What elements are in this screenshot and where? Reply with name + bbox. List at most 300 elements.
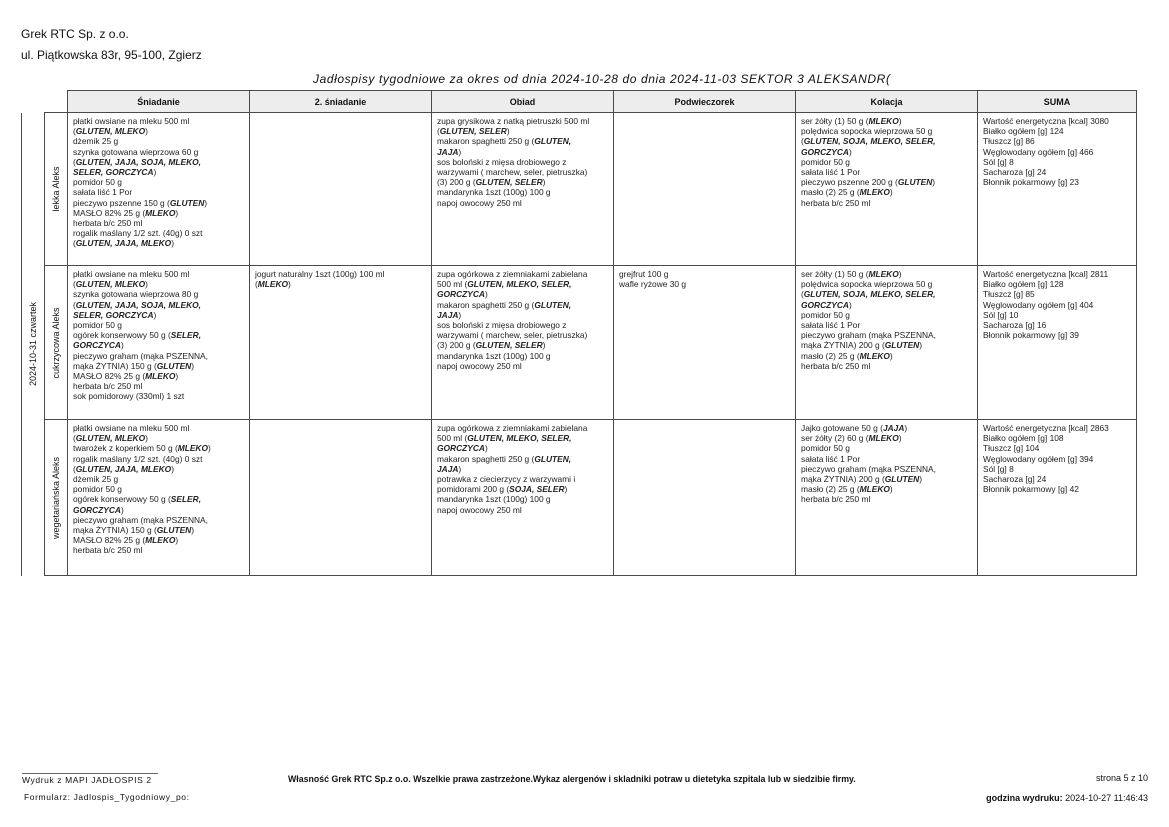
allergen-text: SELER,: [170, 494, 202, 505]
item-text: (: [73, 299, 76, 310]
allergen-text: GLUTEN, SELER: [475, 340, 543, 351]
menu-item-line: [437, 330, 608, 340]
company-header: [21, 24, 202, 66]
item-text: szynka gotowana wieprzowa 60 g: [73, 146, 199, 157]
item-text: (: [73, 279, 76, 290]
item-suffix: ): [898, 116, 902, 126]
item-suffix: ): [848, 146, 852, 157]
menu-item-line: [73, 423, 244, 433]
item-text: płatki owsiane na mleku 500 ml: [73, 269, 190, 279]
menu-item-line: [437, 167, 608, 177]
item-text: Błonnik pokarmowy [g] 42: [983, 484, 1079, 495]
menu-item-line: [437, 443, 608, 453]
diet-cell: [45, 113, 68, 266]
header-sum: SUMA: [978, 91, 1137, 113]
meal-cell-afternoon-snack: [614, 266, 796, 420]
menu-item-line: [437, 269, 608, 279]
allergen-text: GLUTEN, JAJA, SOJA, MLEKO,: [75, 156, 201, 167]
allergen-text: GLUTEN: [884, 474, 920, 485]
item-suffix: ): [145, 126, 148, 137]
menu-item-line: [801, 464, 972, 474]
item-suffix: ): [288, 279, 291, 290]
allergen-text: GORCZYCA: [73, 340, 121, 351]
meal-cell-dinner: [796, 113, 978, 266]
item-text: Węglowodany ogółem [g] 404: [983, 299, 1094, 310]
item-text: (: [73, 156, 76, 167]
menu-item-line: [801, 116, 972, 126]
company-address: ul. Piątkowska 83r, 95-100, Zgierz: [21, 48, 202, 62]
allergen-text: GLUTEN,: [534, 453, 572, 464]
item-text: mąka ŻYTNIA) 200 g (: [801, 474, 885, 485]
allergen-text: MLEKO: [868, 116, 899, 126]
item-text: sos boloński z mięsa drobiowego z: [437, 320, 567, 331]
item-suffix: ): [207, 443, 211, 454]
menu-item-line: [619, 279, 790, 289]
allergen-text: GLUTEN, MLEKO: [75, 126, 146, 137]
allergen-text: GLUTEN, MLEKO, SELER,: [467, 433, 572, 444]
item-text: herbata b/c 250 ml: [801, 197, 871, 208]
item-suffix: ): [175, 371, 179, 382]
menu-item-line: [73, 351, 244, 361]
header-breakfast: Śniadanie: [68, 91, 250, 113]
menu-item-line: [437, 454, 608, 464]
item-text: zupa grysikowa z natką pietruszki 500 ml: [437, 116, 590, 126]
item-text: (3) 200 g (: [437, 177, 476, 188]
item-suffix: ): [145, 433, 148, 444]
item-text: (: [437, 126, 440, 137]
diet-row-light: [22, 113, 1137, 266]
item-text: szynka gotowana wieprzowa 80 g: [73, 289, 199, 300]
menu-item-line: [73, 381, 244, 391]
item-text: Tłuszcz [g] 85: [983, 289, 1035, 300]
meal-cell-second-breakfast: [250, 266, 432, 420]
allergen-text: GLUTEN, SELER: [475, 177, 543, 188]
item-text: zupa ogórkowa z ziemniakami zabielana: [437, 269, 588, 279]
item-suffix: ): [904, 423, 908, 433]
item-text: Sól [g] 10: [983, 309, 1019, 320]
item-text: masło (2) 25 g (: [801, 187, 860, 198]
item-text: pieczywo pszenne 150 g (: [73, 197, 170, 208]
meal-cell-dinner: [796, 266, 978, 420]
menu-item-line: [73, 525, 244, 535]
header-lunch: Obiad: [432, 91, 614, 113]
item-suffix: ): [191, 360, 195, 371]
menu-item-line: [801, 351, 972, 361]
allergen-text: GLUTEN, JAJA, SOJA, MLEKO,: [75, 299, 201, 310]
item-text: Błonnik pokarmowy [g] 23: [983, 177, 1079, 188]
allergen-text: GORCZYCA: [801, 299, 849, 310]
menu-item-line: [73, 218, 244, 228]
item-suffix: ): [484, 289, 488, 300]
item-text: Węglowodany ogółem [g] 466: [983, 146, 1094, 157]
allergen-text: GLUTEN, JAJA, MLEKO: [75, 463, 172, 474]
page-number: strona 5 z 10: [1095, 773, 1148, 783]
menu-item-line: [801, 300, 972, 310]
item-text: herbata b/c 250 ml: [73, 545, 143, 556]
item-text: MASŁO 82% 25 g (: [73, 207, 146, 218]
allergen-text: GLUTEN,: [534, 299, 572, 310]
weekly-menu-table: [21, 90, 1137, 576]
item-text: Sacharoza [g] 16: [983, 320, 1047, 331]
item-text: sałata liść 1 Por: [801, 453, 861, 464]
nutrition-line: [983, 126, 1131, 136]
menu-item-line: [73, 116, 244, 126]
allergen-text: MLEKO: [868, 269, 899, 279]
menu-item-line: [73, 238, 244, 248]
item-suffix: ): [506, 126, 510, 137]
menu-item-line: [801, 474, 972, 484]
item-text: płatki owsiane na mleku 500 ml: [73, 116, 190, 126]
menu-item-line: [437, 126, 608, 136]
item-text: makaron spaghetti 250 g (: [437, 299, 535, 310]
menu-item-line: [73, 147, 244, 157]
menu-item-line: [73, 157, 244, 167]
item-text: pomidor 50 g: [73, 177, 122, 188]
item-text: płatki owsiane na mleku 500 ml: [73, 423, 190, 433]
menu-item-line: [73, 136, 244, 146]
menu-item-line: [801, 361, 972, 371]
menu-item-line: [801, 484, 972, 494]
menu-item-line: [437, 423, 608, 433]
item-suffix: ): [889, 187, 893, 198]
allergen-text: MLEKO: [859, 484, 890, 495]
menu-item-line: [73, 494, 244, 504]
meal-cell-lunch: [432, 113, 614, 266]
nutrition-line: [983, 300, 1131, 310]
item-text: potrawka z ciecierzycy z warzywami i: [437, 474, 576, 485]
allergen-text: GORCZYCA: [437, 443, 485, 454]
allergen-text: JAJA: [437, 146, 459, 157]
item-suffix: ): [458, 309, 462, 320]
menu-item-line: [437, 279, 608, 289]
item-text: pieczywo graham (mąka PSZENNA,: [73, 350, 208, 361]
allergen-text: SELER,: [170, 330, 202, 341]
menu-item-line: [73, 269, 244, 279]
item-text: sos boloński z mięsa drobiowego z: [437, 156, 567, 167]
nutrition-line: [983, 443, 1131, 453]
nutrition-line: [983, 454, 1131, 464]
menu-item-line: [437, 320, 608, 330]
allergen-text: GLUTEN: [897, 177, 933, 188]
nutrition-line: [983, 269, 1131, 279]
allergen-text: GLUTEN: [169, 197, 205, 208]
item-text: pomidor 50 g: [801, 443, 850, 454]
item-text: pomidor 50 g: [801, 309, 850, 320]
meal-cell-breakfast: [68, 266, 250, 420]
allergen-text: MLEKO: [859, 350, 890, 361]
item-text: (: [801, 136, 804, 147]
nutrition-line: [983, 423, 1131, 433]
menu-item-line: [73, 300, 244, 310]
item-text: sałata liść 1 Por: [801, 167, 861, 178]
menu-item-line: [437, 474, 608, 484]
allergen-text: GLUTEN, JAJA, MLEKO: [75, 238, 172, 249]
allergen-text: MLEKO: [868, 433, 899, 444]
menu-item-line: [619, 269, 790, 279]
item-text: Wartość energetyczna [kcal] 2863: [983, 423, 1109, 433]
menu-item-line: [73, 330, 244, 340]
item-text: pieczywo graham (mąka PSZENNA,: [73, 514, 208, 525]
menu-item-line: [73, 167, 244, 177]
diet-row-diabetic: [22, 266, 1137, 420]
document-title: Jadłospisy tygodniowe za okres od dnia 2024-10-28 do dnia 2024-11-03 SEKTOR 3 ALEKSANDR(: [313, 72, 891, 86]
menu-item-line: [73, 545, 244, 555]
menu-item-line: [801, 187, 972, 197]
allergen-text: GLUTEN: [156, 525, 192, 536]
item-suffix: ): [171, 238, 174, 249]
menu-item-line: [437, 361, 608, 371]
item-text: Jajko gotowane 50 g (: [801, 423, 883, 433]
menu-item-line: [73, 515, 244, 525]
menu-item-line: [73, 464, 244, 474]
allergen-text: SOJA, SELER: [509, 484, 565, 495]
print-timestamp: [986, 793, 1148, 803]
menu-item-line: [801, 494, 972, 504]
item-suffix: ): [484, 443, 488, 454]
item-suffix: ): [458, 146, 462, 157]
item-suffix: ): [145, 279, 148, 290]
item-text: rogalik maślany 1/2 szt. (40g) 0 szt: [73, 453, 203, 464]
footer-form-name: Formularz: Jadlospis_Tygodniowy_po:: [24, 792, 190, 802]
menu-item-line: [437, 147, 608, 157]
nutrition-line: [983, 116, 1131, 126]
item-text: ser żółty (2) 60 g (: [801, 433, 869, 444]
item-text: napoj owocowy 250 ml: [437, 197, 522, 208]
item-suffix: ): [919, 340, 923, 351]
item-text: polędwica sopocka wieprzowa 50 g: [801, 126, 933, 137]
item-suffix: ): [120, 340, 124, 351]
item-text: napoj owocowy 250 ml: [437, 504, 522, 515]
menu-item-line: [73, 228, 244, 238]
menu-item-line: [801, 167, 972, 177]
diet-cell: [45, 266, 68, 420]
menu-item-line: [801, 340, 972, 350]
item-suffix: ): [919, 474, 923, 485]
item-text: pomidor 50 g: [73, 484, 122, 495]
item-text: herbata b/c 250 ml: [801, 494, 871, 505]
menu-item-line: [801, 136, 972, 146]
item-text: 500 ml (: [437, 279, 468, 290]
menu-item-line: [801, 177, 972, 187]
item-text: masło (2) 25 g (: [801, 350, 860, 361]
nutrition-sum-cell: [978, 266, 1137, 420]
menu-item-line: [801, 423, 972, 433]
menu-item-line: [801, 289, 972, 299]
date-label: 2024-10-31 czwartek: [28, 301, 38, 387]
date-cell: [22, 113, 45, 576]
item-text: jogurt naturalny 1szt (100g) 100 ml: [255, 269, 385, 279]
item-text: Sól [g] 8: [983, 463, 1014, 474]
menu-item-line: [437, 433, 608, 443]
menu-item-line: [801, 157, 972, 167]
allergen-text: GORCZYCA: [73, 504, 121, 515]
item-text: makaron spaghetti 250 g (: [437, 136, 535, 147]
menu-item-line: [437, 198, 608, 208]
item-text: sok pomidorowy (330ml) 1 szt: [73, 391, 185, 402]
item-text: zupa ogórkowa z ziemniakami zabielana: [437, 423, 588, 433]
item-text: MASŁO 82% 25 g (: [73, 535, 146, 546]
item-text: Sacharoza [g] 24: [983, 474, 1047, 485]
menu-item-line: [73, 279, 244, 289]
menu-item-line: [437, 494, 608, 504]
allergen-text: MLEKO: [257, 279, 289, 290]
menu-item-line: [801, 443, 972, 453]
item-text: Białko ogółem [g] 128: [983, 279, 1064, 290]
meal-cell-breakfast: [68, 113, 250, 266]
menu-item-line: [255, 279, 426, 289]
item-text: mandarynka 1szt (100g) 100 g: [437, 494, 551, 505]
nutrition-sum-cell: [978, 113, 1137, 266]
menu-item-line: [73, 340, 244, 350]
menu-item-line: [437, 464, 608, 474]
header-afternoon-snack: Podwieczorek: [614, 91, 796, 113]
menu-item-line: [73, 371, 244, 381]
item-text: (: [73, 238, 76, 249]
item-text: pomidor 50 g: [73, 320, 122, 331]
menu-item-line: [73, 177, 244, 187]
nutrition-line: [983, 433, 1131, 443]
menu-item-line: [73, 474, 244, 484]
diet-label: wegetariańska Aleks: [51, 456, 61, 539]
item-text: (: [73, 463, 76, 474]
menu-item-line: [73, 310, 244, 320]
header-second-breakfast: 2. śniadanie: [250, 91, 432, 113]
menu-item-line: [801, 147, 972, 157]
allergen-text: GLUTEN, SOJA, MLEKO, SELER,: [803, 136, 936, 147]
allergen-text: MLEKO: [145, 371, 176, 382]
menu-item-line: [437, 157, 608, 167]
item-text: MASŁO 82% 25 g (: [73, 371, 146, 382]
item-text: Wartość energetyczna [kcal] 3080: [983, 116, 1109, 126]
menu-item-line: [801, 320, 972, 330]
item-suffix: ): [542, 340, 546, 351]
meal-cell-afternoon-snack: [614, 113, 796, 266]
nutrition-line: [983, 289, 1131, 299]
menu-item-line: [801, 198, 972, 208]
item-text: Tłuszcz [g] 86: [983, 136, 1035, 147]
meal-cell-second-breakfast: [250, 420, 432, 576]
meal-cell-dinner: [796, 420, 978, 576]
menu-item-line: [73, 505, 244, 515]
item-suffix: ): [898, 269, 902, 279]
menu-item-line: [801, 269, 972, 279]
allergen-text: GLUTEN: [156, 360, 192, 371]
item-suffix: ): [153, 309, 157, 320]
allergen-text: JAJA: [437, 309, 459, 320]
print-time-label: godzina wydruku:: [986, 793, 1063, 803]
item-text: pieczywo graham (mąka PSZENNA,: [801, 330, 936, 341]
menu-item-line: [801, 310, 972, 320]
item-suffix: ): [848, 299, 852, 310]
item-suffix: ): [175, 535, 179, 546]
item-text: ogórek konserwowy 50 g (: [73, 494, 171, 505]
menu-item-line: [73, 320, 244, 330]
item-text: Sól [g] 8: [983, 156, 1014, 167]
item-suffix: ): [932, 177, 936, 188]
item-suffix: ): [120, 504, 124, 515]
item-text: (: [801, 289, 804, 300]
item-text: (: [73, 126, 76, 137]
item-suffix: ): [171, 463, 174, 474]
menu-item-line: [437, 177, 608, 187]
allergen-text: JAJA: [882, 423, 905, 433]
menu-item-line: [437, 351, 608, 361]
nutrition-line: [983, 136, 1131, 146]
item-suffix: ): [175, 207, 179, 218]
menu-item-line: [73, 187, 244, 197]
nutrition-line: [983, 147, 1131, 157]
menu-item-line: [801, 433, 972, 443]
header-row: [22, 91, 1137, 113]
meal-cell-breakfast: [68, 420, 250, 576]
allergen-text: MLEKO: [145, 207, 176, 218]
item-text: (3) 200 g (: [437, 340, 476, 351]
item-text: mąka ŻYTNIA) 150 g (: [73, 525, 157, 536]
menu-item-line: [73, 535, 244, 545]
item-text: Węglowodany ogółem [g] 394: [983, 453, 1094, 464]
header-spacer: [45, 91, 68, 113]
menu-item-line: [437, 136, 608, 146]
item-text: sałata liść 1 Por: [801, 320, 861, 331]
footer-ownership-note: Własność Grek RTC Sp.z o.o. Wszelkie prawa zastrzeżone.Wykaz alergenów i skladniki potraw u dietetyka szpitala lub w siedzibie firmy.: [288, 774, 856, 784]
item-text: warzywami ( marchew, seler, pietruszka): [437, 167, 588, 178]
item-text: herbata b/c 250 ml: [73, 381, 143, 392]
allergen-text: JAJA: [437, 463, 459, 474]
item-text: Białko ogółem [g] 124: [983, 126, 1064, 137]
item-suffix: ): [542, 177, 546, 188]
allergen-text: GLUTEN,: [534, 136, 572, 147]
item-text: twarożek z koperkiem 50 g (: [73, 443, 178, 454]
diet-label: cukrzycowa Aleks: [51, 306, 61, 379]
header-dinner: Kolacja: [796, 91, 978, 113]
item-suffix: ): [898, 433, 902, 444]
allergen-text: MLEKO: [177, 443, 208, 454]
item-suffix: ): [458, 463, 462, 474]
item-text: makaron spaghetti 250 g (: [437, 453, 535, 464]
item-suffix: ): [564, 484, 568, 495]
meal-cell-afternoon-snack: [614, 420, 796, 576]
item-text: pieczywo pszenne 200 g (: [801, 177, 898, 188]
nutrition-line: [983, 464, 1131, 474]
meal-cell-second-breakfast: [250, 113, 432, 266]
item-text: ogórek konserwowy 50 g (: [73, 330, 171, 341]
item-text: (: [255, 279, 258, 290]
menu-item-line: [73, 433, 244, 443]
allergen-text: GLUTEN, MLEKO: [75, 279, 146, 290]
nutrition-line: [983, 474, 1131, 484]
allergen-text: GLUTEN, SELER: [439, 126, 507, 137]
menu-item-line: [73, 391, 244, 401]
menu-item-line: [801, 330, 972, 340]
nutrition-line: [983, 310, 1131, 320]
menu-item-line: [73, 208, 244, 218]
item-text: mąka ŻYTNIA) 150 g (: [73, 360, 157, 371]
item-text: napoj owocowy 250 ml: [437, 360, 522, 371]
item-text: mandarynka 1szt (100g) 100 g: [437, 187, 551, 198]
item-text: 500 ml (: [437, 433, 468, 444]
item-text: mandarynka 1szt (100g) 100 g: [437, 350, 551, 361]
item-text: rogalik maślany 1/2 szt. (40g) 0 szt: [73, 228, 203, 239]
menu-item-line: [437, 300, 608, 310]
footer-print-source: Wydruk z MAPI JADŁOSPIS 2: [22, 773, 158, 785]
allergen-text: GLUTEN, MLEKO, SELER,: [467, 279, 572, 290]
allergen-text: GORCZYCA: [801, 146, 849, 157]
allergen-text: SELER, GORCZYCA: [73, 167, 154, 178]
menu-item-line: [437, 505, 608, 515]
menu-item-line: [73, 198, 244, 208]
allergen-text: GLUTEN: [884, 340, 920, 351]
item-suffix: ): [889, 350, 893, 361]
